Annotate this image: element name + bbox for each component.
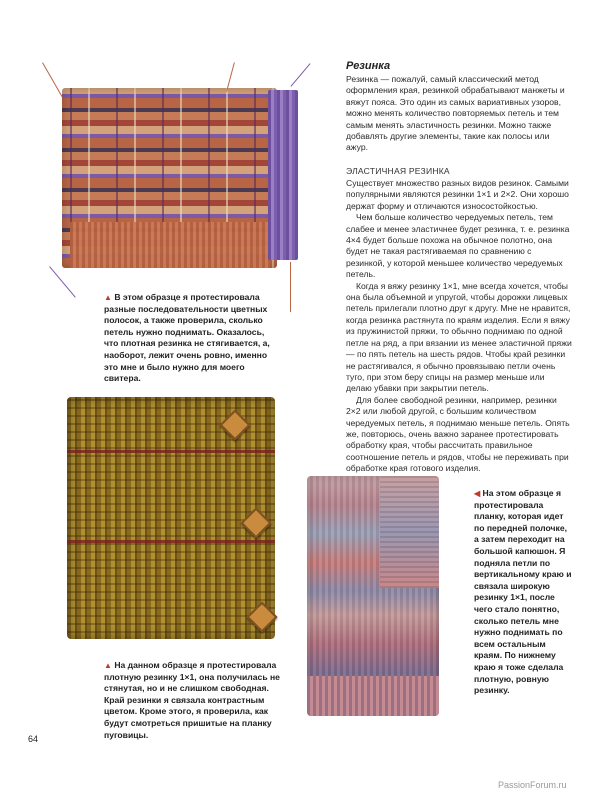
contrast-edge-row [67,450,275,453]
caption-marker-up: ▲ [104,661,112,670]
striped-swatch-edge-ribbing [268,90,298,260]
caption-text: На данном образце я протестировала плотную резинку 1×1, она получилась не стянутая, но и не слишком свободная. Край резинки я связала контрастным цветом. Кроме этого, я проверила, как будут смотреться пришитые на планку пуговицы. [104,660,280,740]
contrast-edge-row [67,540,275,543]
caption-text: В этом образце я протестировала разные последовательности цветных полосок, а также проверила, сколько петель нужно поднимать. Оказалось, что плотная резинка не стягивается, а, наоборот, лежит очень ровно, именно это мне и было нужно для моего свитера. [104,292,270,384]
caption-striped-swatch [104,292,270,385]
intro-paragraph: Резинка — пожалуй, самый классический метод оформления края, резинкой обрабатывают манжеты и вяжут пояса. Это один из самых вариативных узоров, можно менять количество повторяемых петель и тем самым менять эластичность резинки. Можно также добавлять другие элементы, такие как полосы или ажур. [346,74,565,153]
yarn-tail [290,262,291,312]
watermark: PassionForum.ru [498,780,567,790]
subheading: ЭЛАСТИЧНАЯ РЕЗИНКА [346,166,450,176]
yarn-tail [42,62,63,97]
page-number: 64 [28,734,39,744]
body-paragraph-2: Чем больше количество чередуемых петель, тем слабее и менее эластичнее будет резинка, т. е. резинка 4×4 будет больше похожа на обычное полотно, она будет не такая растягиваемая по сравнению с резинкой, у которой меньшее количество чередуемых петель. [346,212,570,280]
body-paragraph-1: Существует множество разных видов резинок. Самыми популярными являются резинки 1×1 и 2×2. Они хорошо держат форму и отличаются износостойкостью. [346,178,569,211]
yarn-tail [290,63,310,87]
section-title: Резинка [346,60,391,72]
caption-variegated-swatch [474,488,574,697]
variegated-swatch-band [380,476,439,588]
body-paragraph-4: Для более свободной резинки, например, резинки 2×2 или любой другой, с большим количеством чередуемых петель, я поднимаю меньше петель. Опять же, повторюсь, очень важно заранее протестировать обработку края, чтобы рассчитать правильное соотношение петель и рядов, чтобы не переживать при обработке края готового изделия. [346,394,570,474]
variegated-swatch-ribbing [307,676,439,716]
striped-swatch-ribbing [70,222,270,268]
caption-marker-left: ◀ [474,489,481,498]
body-text [346,178,572,475]
caption-mustard-swatch [104,660,280,741]
caption-marker-up: ▲ [104,293,112,302]
section-intro [346,74,572,154]
body-paragraph-3: Когда я вяжу резинку 1×1, мне всегда хочется, чтобы она была объемной и упругой, чтобы дорожки лицевых петель прилегали плотно друг к другу. Мне не нравится, когда резинка растянута по краям изделия. Если я вяжу из пружинистой пряжи, то обычно поднимаю по одной петле на ряд, а при вязании из менее эластичной пряжи — по пять петель на шесть рядов. Чтобы край резинки не растягивался, я обычно провязываю петли очень туго, при этом беру спицы на размер меньше или делаю убавки при закрытии петель. [346,280,572,394]
yarn-tail [49,266,75,297]
caption-text: На этом образце я протестировала планку, которая идет по передней полочке, а затем переходит на большой капюшон. Я подняла петли по вертикальному краю и связала широкую резинку 1×1, после чего стало понятно, сколько петель мне нужно поднимать по всем остальным краям. По нижнему краю я тоже сделала плотную, ровную резинку. [474,488,572,696]
